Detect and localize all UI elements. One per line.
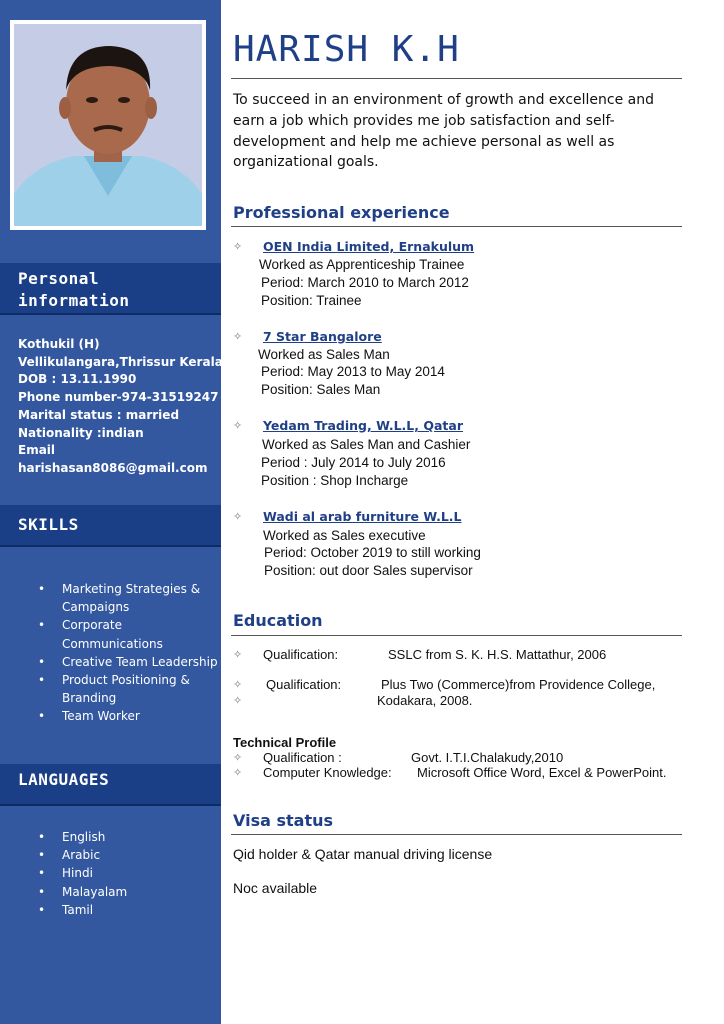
job-position-2: Position: Sales Man [261, 382, 381, 397]
list-item: • Product Positioning & Branding [38, 671, 218, 707]
visa-title: Visa status [233, 811, 334, 830]
languages-list [38, 828, 218, 919]
list-item: • Malayalam [38, 883, 218, 901]
job-role-2: Worked as Sales Man [258, 347, 390, 362]
email-address[interactable]: harishasan8086@gmail.com [18, 460, 208, 475]
profile-photo [14, 24, 202, 226]
edu-label-2: Qualification: [266, 677, 342, 692]
divider [231, 834, 682, 835]
email-label: Email [18, 443, 56, 458]
diamond-bullet-icon: ✧ [233, 241, 243, 253]
list-item: • Hindi [38, 864, 218, 882]
edu-value-1: SSLC from S. K. H.S. Mattathur, 2006 [388, 647, 607, 662]
list-item: • Tamil [38, 901, 218, 919]
profile-photo-frame [10, 20, 206, 230]
objective-text: To succeed in an environment of growth and excellence and earn a job which provides me job satisfaction and self-development and help me achieve personal as well as organizational goals. [233, 92, 655, 171]
divider [231, 635, 682, 636]
tech-value-2: Microsoft Office Word, Excel & PowerPoint. [417, 765, 667, 780]
tech-label-1: Qualification : [263, 750, 342, 765]
divider [231, 78, 682, 79]
job-role-1: Worked as Apprenticeship Trainee [259, 257, 465, 272]
skills-title: SKILLS [18, 515, 79, 534]
edu-label-1: Qualification: [263, 647, 339, 662]
job-period-1: Period: March 2010 to March 2012 [261, 275, 469, 290]
list-item: • Creative Team Leadership [38, 653, 218, 671]
list-item: • English [38, 828, 218, 846]
phone-number: Phone number-974-31519247 [18, 390, 219, 405]
skills-header [0, 505, 221, 547]
diamond-bullet-icon: ✧ [233, 752, 243, 764]
skills-list [38, 580, 218, 726]
diamond-bullet-icon: ✧ [233, 420, 243, 432]
diamond-bullet-icon: ✧ [233, 331, 243, 343]
sidebar [0, 0, 221, 1024]
tech-value-1: Govt. I.T.I.Chalakudy,2010 [411, 750, 564, 765]
job-company-2: 7 Star Bangalore [263, 329, 382, 344]
diamond-bullet-icon: ✧ [233, 679, 243, 691]
dob: DOB : 13.11.1990 [18, 372, 137, 387]
tech-label-2: Computer Knowledge: [263, 765, 392, 780]
personal-info-details [18, 336, 223, 478]
job-period-3: Period : July 2014 to July 2016 [261, 455, 446, 470]
languages-title: LANGUAGES [18, 770, 110, 789]
job-company-1: OEN India Limited, Ernakulum [263, 239, 475, 254]
address-line-2: Vellikulangara,Thrissur Kerala [18, 354, 223, 369]
education-title: Education [233, 611, 323, 630]
diamond-bullet-icon: ✧ [233, 767, 243, 779]
job-period-2: Period: May 2013 to May 2014 [261, 364, 445, 379]
languages-header [0, 764, 221, 806]
visa-line-1: Qid holder & Qatar manual driving license [233, 846, 493, 862]
marital-status: Marital status : married [18, 407, 180, 422]
person-portrait-icon [14, 24, 202, 226]
job-position-1: Position: Trainee [261, 293, 362, 308]
job-company-4: Wadi al arab furniture W.L.L [263, 509, 462, 524]
list-item: • Corporate Communications [38, 616, 218, 652]
list-item: • Marketing Strategies & Campaigns [38, 580, 218, 616]
job-position-3: Position : Shop Incharge [261, 473, 409, 488]
edu-value-2-cont: Kodakara, 2008. [377, 693, 473, 708]
job-company-3: Yedam Trading, W.L.L, Qatar [263, 418, 464, 433]
candidate-name: HARISH K.H [233, 29, 460, 70]
list-item: • Arabic [38, 846, 218, 864]
technical-profile-title: Technical Profile [233, 735, 337, 750]
job-period-4: Period: October 2019 to still working [264, 545, 481, 560]
personal-info-title-line2: information [18, 291, 130, 310]
edu-value-2: Plus Two (Commerce)from Providence College, [381, 677, 656, 692]
personal-info-title-line1: Personal [18, 269, 100, 288]
nationality: Nationality :indian [18, 425, 144, 440]
visa-line-2: Noc available [233, 880, 318, 896]
address-line-1: Kothukil (H) [18, 337, 100, 351]
job-role-4: Worked as Sales executive [263, 528, 426, 543]
diamond-bullet-icon: ✧ [233, 695, 243, 707]
job-position-4: Position: out door Sales supervisor [264, 563, 473, 578]
diamond-bullet-icon: ✧ [233, 511, 243, 523]
list-item: • Team Worker [38, 707, 218, 725]
divider [231, 226, 682, 227]
job-role-3: Worked as Sales Man and Cashier [262, 437, 471, 452]
diamond-bullet-icon: ✧ [233, 649, 243, 661]
personal-info-header [0, 263, 221, 315]
experience-title: Professional experience [233, 203, 450, 222]
